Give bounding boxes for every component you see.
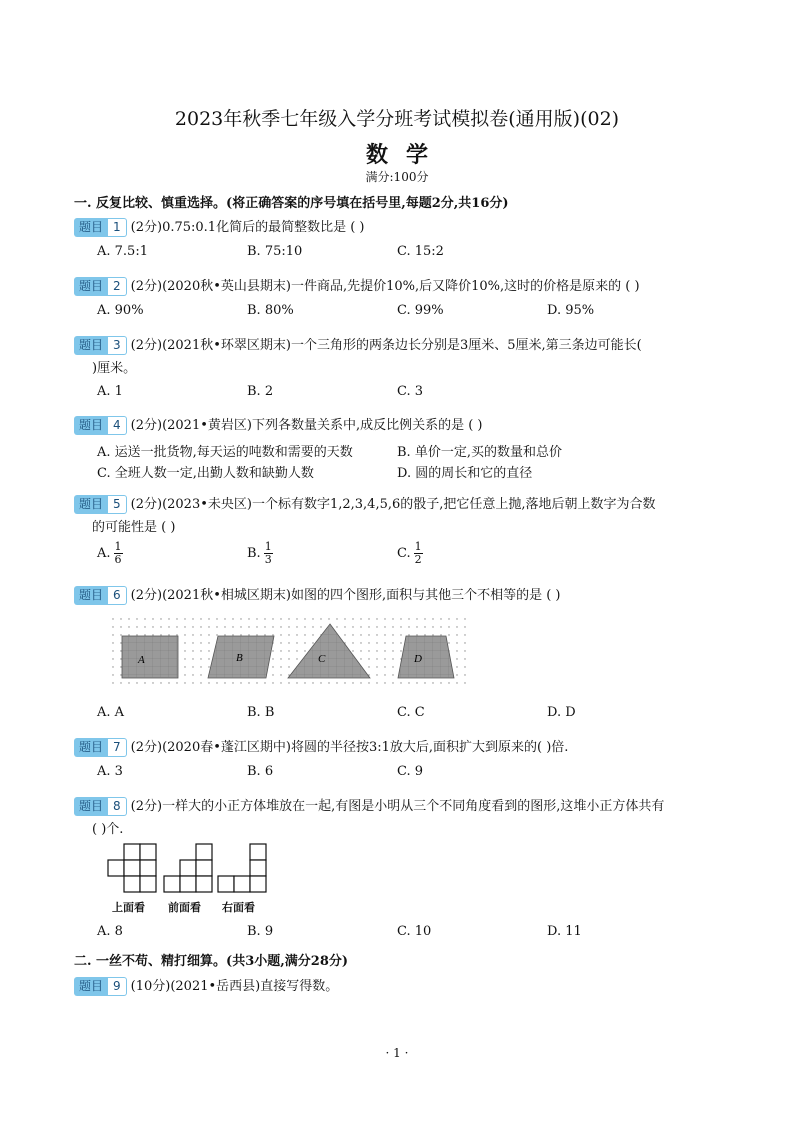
- question-text: (2分)(2023•未央区)一个标有数字1,2,3,4,5,6的骰子,把它任意上抛,落地后朝上数字为合数: [130, 497, 656, 512]
- shape-label: B: [236, 652, 243, 664]
- question-tag: 题目 1: [74, 218, 127, 237]
- option: C. 3: [397, 384, 424, 399]
- q6-shapes-figure: [104, 610, 474, 692]
- shape-label: A: [138, 654, 145, 666]
- option: B. 2: [247, 384, 274, 399]
- question-6: [74, 584, 561, 605]
- shape-a: [122, 636, 178, 678]
- option: A. 运送一批货物,每天运的吨数和需要的天数: [97, 445, 353, 460]
- question-text: (2分)0.75:0.1化简后的最简整数比是 ( ): [130, 220, 365, 235]
- question-2: [74, 275, 640, 296]
- option: A. 8: [97, 924, 123, 939]
- question-text: (2分)(2021秋•环翠区期末)一个三角形的两条边长分别是3厘米、5厘米,第三条边可能长(: [130, 338, 642, 353]
- view-right: [218, 844, 266, 892]
- option: D. 11: [547, 924, 582, 939]
- option: A. A: [97, 705, 125, 720]
- fraction: $\frac{1}{2}$: [414, 540, 422, 566]
- question-tag: 题目 9: [74, 977, 127, 996]
- question-text: (2分)(2020春•蓬江区期中)将圆的半径按3:1放大后,面积扩大到原来的( )倍.: [130, 740, 569, 755]
- option: D. 95%: [547, 303, 595, 318]
- question-4: [74, 414, 483, 435]
- full-score: 满分:100分: [365, 170, 429, 184]
- exam-title: 2023年秋季七年级入学分班考试模拟卷(通用版)(02): [174, 108, 620, 130]
- question-5: [74, 493, 656, 514]
- option: B. $\frac{1}{3}$: [247, 540, 272, 566]
- view-label-top: 上面看: [112, 901, 145, 914]
- question-text: (2分)(2021秋•相城区期末)如图的四个图形,面积与其他三个不相等的是 ( ): [130, 588, 561, 603]
- question-text: (2分)(2021•黄岩区)下列各数量关系中,成反比例关系的是 ( ): [130, 418, 483, 433]
- question-text: (2分)(2020秋•英山县期末)一件商品,先提价10%,后又降价10%,这时的价格是原来的 ( ): [130, 279, 640, 294]
- option: C. 15:2: [397, 244, 444, 259]
- question-tag: 题目 7: [74, 738, 127, 757]
- shape-b: [208, 636, 274, 678]
- section-2-heading: 二. 一丝不苟、精打细算。(共3小题,满分28分): [74, 954, 349, 969]
- view-label-right: 右面看: [222, 901, 255, 914]
- option: A. 7.5:1: [97, 244, 148, 259]
- question-9: [74, 975, 338, 996]
- question-8: [74, 795, 664, 816]
- question-7: [74, 736, 568, 757]
- option: D. D: [547, 705, 576, 720]
- option: C. 全班人数一定,出勤人数和缺勤人数: [97, 466, 314, 481]
- option: C. C: [397, 705, 425, 720]
- view-front: [164, 844, 212, 892]
- question-text: (2分)一样大的小正方体堆放在一起,有图是小明从三个不同角度看到的图形,这堆小正方体共有: [130, 799, 665, 814]
- question-tag: 题目 4: [74, 416, 127, 435]
- question-tag: 题目 5: [74, 495, 127, 514]
- option: C. 10: [397, 924, 432, 939]
- question-tag: 题目 8: [74, 797, 127, 816]
- question-text-cont: ( )个.: [92, 822, 124, 837]
- subject-title: 数学: [365, 142, 446, 168]
- option: A. 3: [97, 764, 123, 779]
- fraction: $\frac{1}{3}$: [264, 540, 272, 566]
- view-label-front: 前面看: [168, 901, 201, 914]
- option: B. 6: [247, 764, 274, 779]
- option: B. 9: [247, 924, 274, 939]
- option: B. 80%: [247, 303, 294, 318]
- shape-label: D: [414, 653, 422, 665]
- option: D. 圆的周长和它的直径: [397, 466, 533, 481]
- question-tag: 题目 6: [74, 586, 127, 605]
- section-1-heading: 一. 反复比较、慎重选择。(将正确答案的序号填在括号里,每题2分,共16分): [74, 196, 509, 211]
- fraction: $\frac{1}{6}$: [114, 540, 122, 566]
- option: B. 75:10: [247, 244, 303, 259]
- question-3: [74, 334, 642, 355]
- question-1: [74, 216, 364, 237]
- option: A. 90%: [97, 303, 144, 318]
- question-tag: 题目 3: [74, 336, 127, 355]
- shape-label: C: [318, 653, 326, 665]
- option: C. $\frac{1}{2}$: [397, 540, 422, 566]
- option: A. $\frac{1}{6}$: [97, 540, 122, 566]
- option: B. 单价一定,买的数量和总价: [397, 445, 562, 460]
- question-text-cont: )厘米。: [92, 361, 137, 376]
- option: C. 9: [397, 764, 424, 779]
- page-number: · 1 ·: [385, 1046, 409, 1060]
- option: A. 1: [97, 384, 123, 399]
- option: C. 99%: [397, 303, 444, 318]
- shape-d: [398, 636, 454, 678]
- question-text-cont: 的可能性是 ( ): [92, 520, 176, 535]
- option: B. B: [247, 705, 275, 720]
- view-top: [108, 844, 156, 892]
- question-tag: 题目 2: [74, 277, 127, 296]
- q8-views-figure: [106, 842, 276, 898]
- question-text: (10分)(2021•岳西县)直接写得数。: [130, 979, 339, 994]
